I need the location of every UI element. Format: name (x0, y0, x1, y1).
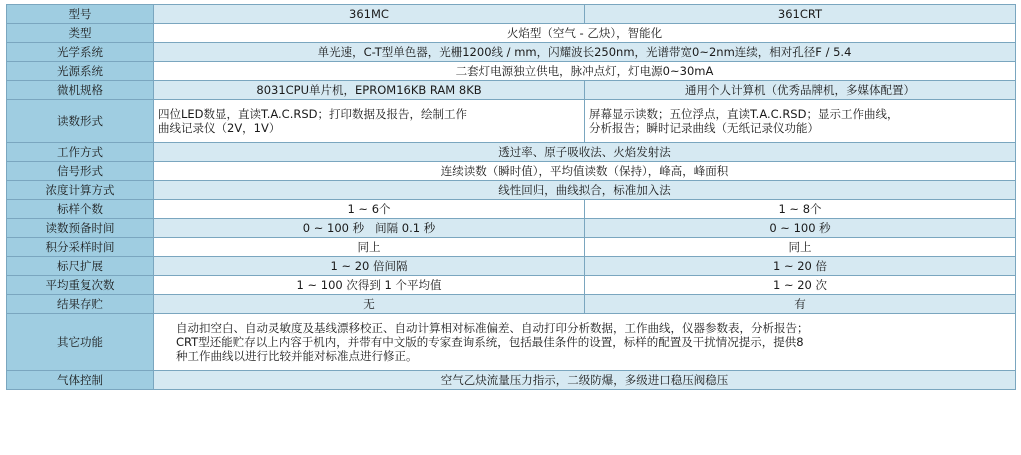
table-row-repeat (7, 276, 1016, 295)
header-model-361mc: 361MC (154, 5, 585, 24)
row-value-361mc: 1 ~ 6个 (154, 200, 585, 219)
row-label: 读数形式 (7, 100, 154, 143)
row-value-361crt: 同上 (585, 238, 1016, 257)
row-label: 微机规格 (7, 81, 154, 100)
table-row-other-functions (7, 314, 1016, 371)
row-label: 气体控制 (7, 371, 154, 390)
row-value: 透过率、原子吸收法、火焰发射法 (154, 143, 1016, 162)
table-row-signal (7, 162, 1016, 181)
row-value (154, 314, 1016, 371)
row-label: 其它功能 (7, 314, 154, 371)
row-value: 空气乙炔流量压力指示，二级防爆，多级进口稳压阀稳压 (154, 371, 1016, 390)
readout-361crt-line: 分析报告；瞬时记录曲线（无纸记录仪功能） (589, 121, 819, 135)
table-row-type (7, 24, 1016, 43)
spec-sheet (6, 4, 1015, 451)
row-value-361crt: 1 ~ 8个 (585, 200, 1016, 219)
row-value-361mc (154, 100, 585, 143)
readout-361mc-line: 曲线记录仪（2V，1V） (158, 121, 281, 135)
other-functions-line: 种工作曲线以进行比较并能对标准点进行修正。 (176, 349, 418, 363)
row-label: 平均重复次数 (7, 276, 154, 295)
table-row-integration (7, 238, 1016, 257)
row-value: 单光速，C-T型单色器，光栅1200线 / mm，闪耀波长250nm，光谱带宽0~2nm连续，相对孔径F / 5.4 (154, 43, 1016, 62)
row-value: 二套灯电源独立供电，脉冲点灯，灯电源0~30mA (154, 62, 1016, 81)
row-label: 光学系统 (7, 43, 154, 62)
table-row-prep-time (7, 219, 1016, 238)
row-value: 火焰型（空气 - 乙炔），智能化 (154, 24, 1016, 43)
row-label: 信号形式 (7, 162, 154, 181)
row-value-361crt: 通用个人计算机（优秀品牌机，多媒体配置） (585, 81, 1016, 100)
row-value-361mc: 8031CPU单片机，EPROM16KB RAM 8KB (154, 81, 585, 100)
row-value-361crt: 1 ~ 20 次 (585, 276, 1016, 295)
row-value-361crt (585, 100, 1016, 143)
row-value-361mc: 1 ~ 20 倍间隔 (154, 257, 585, 276)
table-row-header (7, 5, 1016, 24)
row-label: 类型 (7, 24, 154, 43)
table-row-light-source (7, 62, 1016, 81)
readout-361crt-line: 屏幕显示读数；五位浮点，直读T.A.C.RSD；显示工作曲线， (589, 107, 899, 121)
table-row-readout (7, 100, 1016, 143)
row-value-361crt: 0 ~ 100 秒 (585, 219, 1016, 238)
table-row-standards (7, 200, 1016, 219)
table-row-scale (7, 257, 1016, 276)
row-label: 工作方式 (7, 143, 154, 162)
row-value-361crt: 有 (585, 295, 1016, 314)
table-row-gas-control (7, 371, 1016, 390)
table-row-storage (7, 295, 1016, 314)
row-value-361mc: 同上 (154, 238, 585, 257)
row-value-361mc: 无 (154, 295, 585, 314)
row-label: 积分采样时间 (7, 238, 154, 257)
row-label: 读数预备时间 (7, 219, 154, 238)
row-value: 线性回归，曲线拟合，标准加入法 (154, 181, 1016, 200)
table-row-concentration (7, 181, 1016, 200)
row-label: 标样个数 (7, 200, 154, 219)
header-model-361crt: 361CRT (585, 5, 1016, 24)
other-functions-line: CRT型还能贮存以上内容于机内，并带有中文版的专家查询系统，包括最佳条件的设置，标样的配置及干扰情况提示，提供8 (176, 335, 804, 349)
row-value-361mc: 1 ~ 100 次得到 1 个平均值 (154, 276, 585, 295)
header-label: 型号 (7, 5, 154, 24)
table-row-optics (7, 43, 1016, 62)
row-value-361mc: 0 ~ 100 秒 间隔 0.1 秒 (154, 219, 585, 238)
other-functions-line: 自动扣空白、自动灵敏度及基线漂移校正、自动计算相对标准偏差、自动打印分析数据，工作曲线，仪器参数表，分析报告； (176, 321, 809, 335)
row-value: 连续读数（瞬时值），平均值读数（保持），峰高，峰面积 (154, 162, 1016, 181)
readout-361mc-line: 四位LED数显，直读T.A.C.RSD；打印数据及报告，绘制工作 (158, 107, 467, 121)
row-label: 结果存贮 (7, 295, 154, 314)
spec-table (6, 4, 1016, 390)
row-label: 浓度计算方式 (7, 181, 154, 200)
row-label: 标尺扩展 (7, 257, 154, 276)
table-row-work-mode (7, 143, 1016, 162)
row-label: 光源系统 (7, 62, 154, 81)
table-row-microcomputer (7, 81, 1016, 100)
row-value-361crt: 1 ~ 20 倍 (585, 257, 1016, 276)
